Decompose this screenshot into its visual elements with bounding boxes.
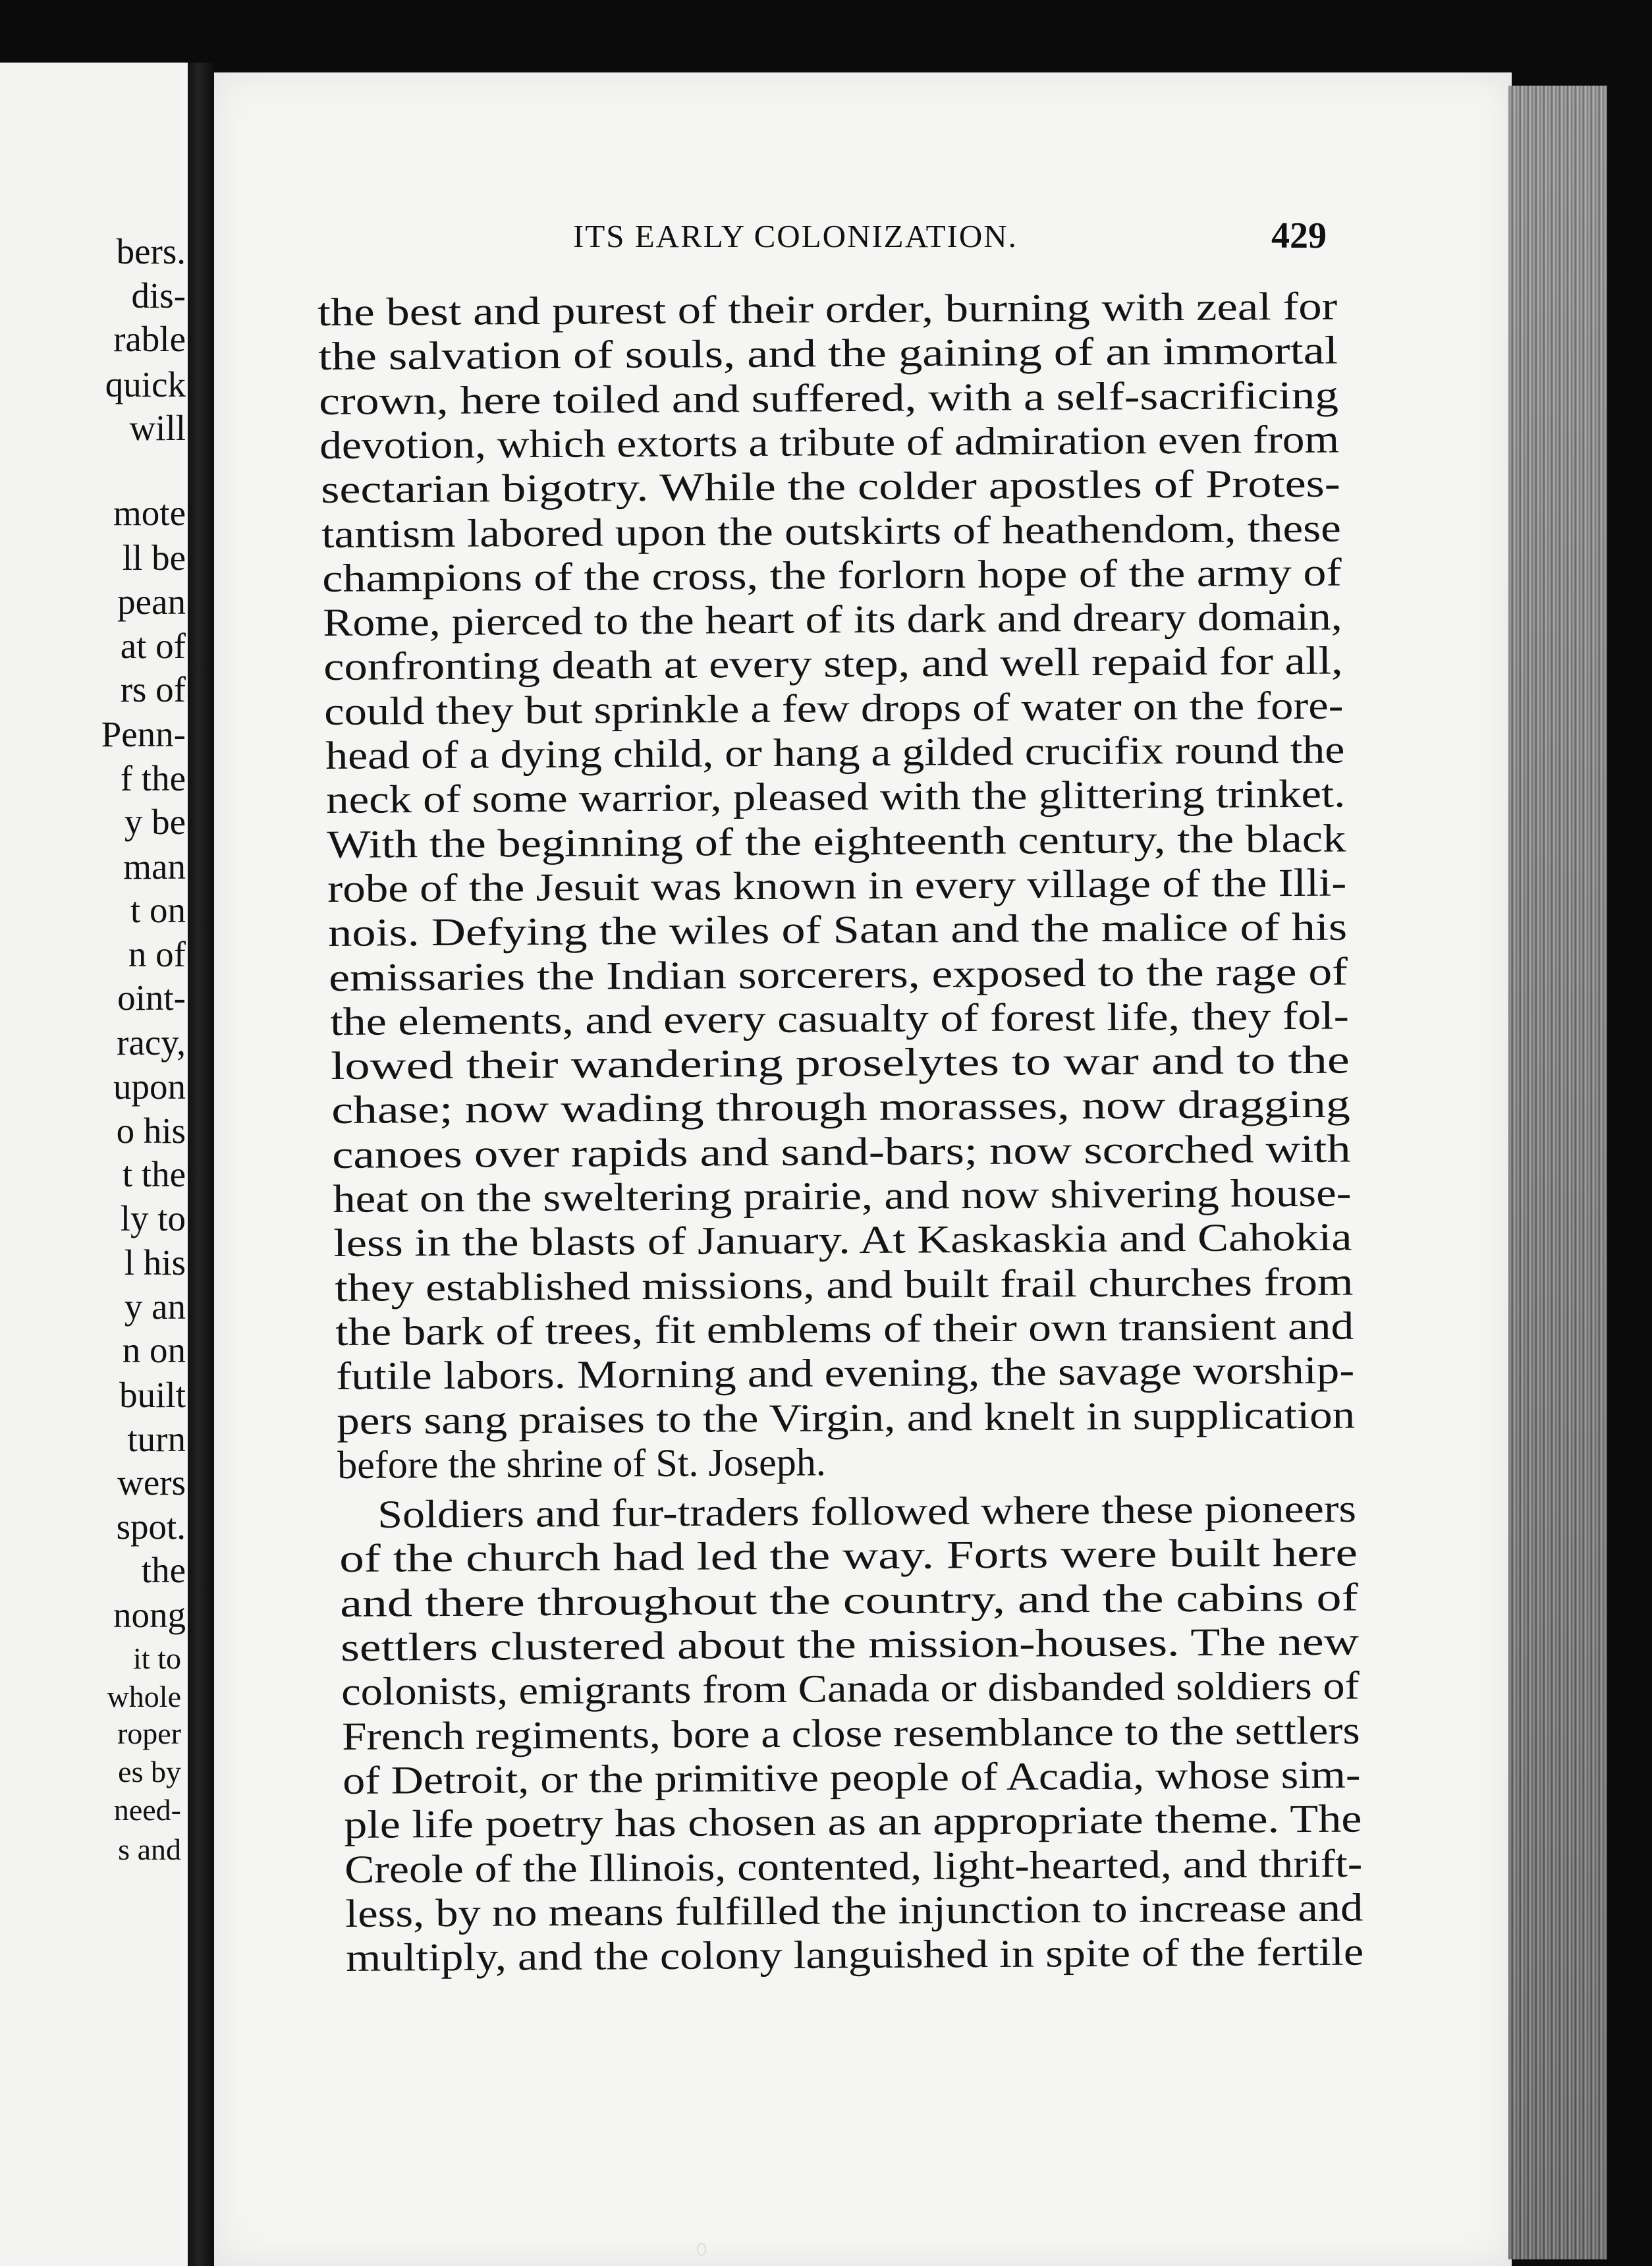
body-line: the best and purest of their order, burning with zeal for [317,284,1338,334]
left-page-fragment: ll be [122,538,186,578]
left-page-fragment: wers [117,1462,186,1503]
body-line: less in the blasts of January. At Kaskaskia and Cahokia [333,1215,1353,1265]
body-line: the bark of trees, fit emblems of their own transient and [335,1304,1354,1354]
left-page-fragment: nong [113,1595,186,1635]
page-stack-shading [1508,86,1607,2259]
body-line: neck of some warrior, pleased with the glittering trinket. [325,771,1346,822]
page-number: 429 [1271,215,1327,256]
body-line: Rome, pierced to the heart of its dark and dreary domain, [323,594,1342,645]
left-page-fragment: t the [122,1154,186,1194]
book-gutter [188,63,214,2266]
body-line: Soldiers and fur-traders followed where these pioneers [377,1487,1357,1537]
body-line: chase; now wading through morasses, now dragging [331,1082,1350,1132]
body-line: head of a dying child, or hang a gilded crucifix round the [325,727,1345,777]
left-page-fragment: turn [127,1419,186,1459]
body-line: robe of the Jesuit was known in every village of the Illi- [327,860,1347,910]
body-line: before the shrine of St. Joseph. [337,1440,827,1487]
body-line: multiply, and the colony languished in spite of the fertile [346,1929,1364,1980]
body-line: crown, here toiled and suffered, with a self-sacrificing [319,373,1339,423]
left-page-fragment: oint- [117,978,186,1018]
left-page-fragment: built [119,1375,186,1415]
body-line: settlers clustered about the mission-houses. The new [340,1619,1359,1669]
body-line: of Detroit, or the primitive people of Acadia, whose sim- [343,1752,1362,1802]
body-line: Creole of the Illinois, contented, light-hearted, and thrift- [344,1841,1363,1891]
left-page-fragment: mote [113,493,186,533]
body-line: of the church had led the way. Forts were built here [339,1530,1358,1581]
body-line: the salvation of souls, and the gaining of an immortal [318,328,1338,379]
left-page-fragment: need- [113,1793,181,1827]
left-page-fragment: the [141,1550,186,1590]
left-page-fragment: pean [117,582,186,622]
left-page-fragment: n of [128,934,186,974]
body-line: futile labors. Morning and evening, the savage worship- [335,1348,1355,1398]
running-header-title: ITS EARLY COLONIZATION. [573,218,1018,254]
left-page-fragment: roper [117,1717,181,1750]
body-line: ple life poetry has chosen as an appropriate theme. The [343,1796,1362,1847]
left-page-fragment: rable [113,319,186,359]
left-page-fragment: y an [124,1286,186,1327]
body-line: tantism labored upon the outskirts of heathendom, these [321,506,1341,556]
body-line: they established missions, and built frail churches from [334,1259,1354,1310]
body-line: pers sang praises to the Virgin, and knelt in supplication [337,1393,1356,1443]
body-line: French regiments, bore a close resemblance to the settlers [342,1708,1360,1758]
left-page-fragment: es by [118,1755,181,1788]
left-page-fragment: l his [124,1242,186,1283]
body-line: confronting death at every step, and well repaid for all, [323,638,1344,689]
left-page-fragment: whole [107,1680,181,1713]
body-line: sectarian bigotry. While the colder apostles of Protes- [320,461,1340,512]
body-line: and there throughout the country, and the cabins of [339,1575,1358,1625]
left-page-fragment: at of [120,626,186,666]
left-page-fragment: o his [116,1111,186,1151]
body-line: lowed their wandering proselytes to war and to the [330,1037,1350,1088]
previous-page-edge [0,63,188,2266]
left-page-fragment: bers. [116,231,186,271]
body-line: emissaries the Indian sorcerers, exposed to the rage of [329,949,1348,999]
body-line: With the beginning of the eighteenth century, the black [326,816,1346,866]
body-line: colonists, emigrants from Canada or disbanded soldiers of [341,1663,1360,1714]
body-line: could they but sprinkle a few drops of water on the fore- [324,683,1344,733]
body-line: nois. Defying the wiles of Satan and the malice of his [328,904,1348,955]
body-line: canoes over rapids and sand-bars; now scorched with [332,1126,1351,1176]
left-page-fragment: ly to [120,1198,186,1238]
left-page-fragment: dis- [131,275,186,316]
left-page-fragment: f the [120,758,186,798]
left-page-fragment: racy, [117,1022,186,1063]
body-line: heat on the sweltering prairie, and now shivering house- [333,1171,1352,1221]
left-page-fragment: Penn- [101,714,186,754]
left-page-fragment: quick [105,364,186,404]
body-line: devotion, which extorts a tribute of admiration even from [319,417,1340,467]
left-page-fragment: spot. [116,1506,186,1547]
left-page-fragment: man [123,846,186,887]
left-page-fragment: t on [130,890,186,930]
left-page-fragment: will [129,408,186,448]
body-line: champions of the cross, the forlorn hope of the army of [321,550,1342,600]
left-page-fragment: s and [118,1833,181,1866]
left-page-fragment: n on [122,1330,186,1370]
body-line: the elements, and every casualty of forest life, they fol- [329,993,1349,1043]
left-page-fragment: upon [113,1066,186,1107]
film-mark [697,2243,706,2256]
body-line: less, by no means fulfilled the injunction to increase and [344,1885,1363,1935]
left-page-fragment: it to [133,1642,181,1675]
left-page-fragment: rs of [120,669,186,709]
left-page-fragment: y be [124,802,186,842]
